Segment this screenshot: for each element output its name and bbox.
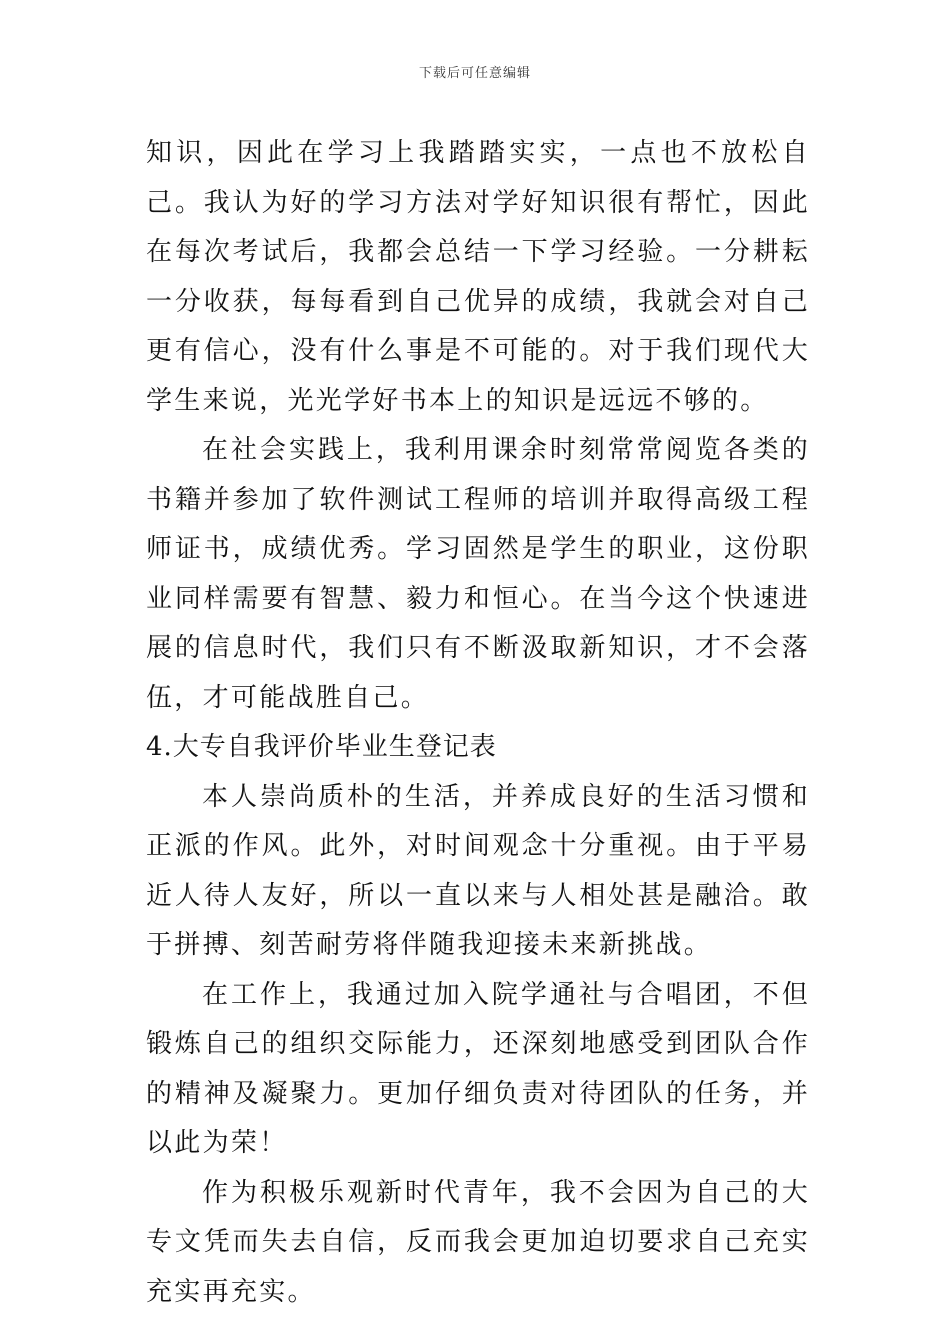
page-header: 下载后可任意编辑 [418, 66, 531, 81]
section-heading: 4.大专自我评价毕业生登记表 [146, 732, 497, 762]
paragraph-confidence: 作为积极乐观新时代青年，我不会因为自己的大专文凭而失去自信，反而我会更加迫切要求自己充实充实再充实。 [146, 1177, 810, 1307]
paragraph-work: 在工作上，我通过加入院学通社与合唱团，不但锻炼自己的组织交际能力，还深刻地感受到团队合作的精神及凝聚力。更加仔细负责对待团队的任务，并以此为荣！ [146, 979, 810, 1158]
paragraph-continued: 知识，因此在学习上我踏踏实实，一点也不放松自己。我认为好的学习方法对学好知识很有帮忙，因此在每次考试后，我都会总结一下学习经验。一分耕耘一分收获，每每看到自己优异的成绩，我就会对自己更有信心，没有什么事是不可能的。对于我们现代大学生来说，光光学好书本上的知识是远远不够的。 [146, 138, 810, 416]
paragraph-personality: 本人崇尚质朴的生活，并养成良好的生活习惯和正派的作风。此外，对时间观念十分重视。由于平易近人待人友好，所以一直以来与人相处甚是融洽。敢于拼搏、刻苦耐劳将伴随我迎接未来新挑战。 [146, 781, 810, 960]
document-body [146, 129, 810, 1317]
paragraph-social-practice: 在社会实践上，我利用课余时刻常常阅览各类的书籍并参加了软件测试工程师的培训并取得高级工程师证书，成绩优秀。学习固然是学生的职业，这份职业同样需要有智慧、毅力和恒心。在当今这个快速进展的信息时代，我们只有不断汲取新知识，才不会落伍，才可能战胜自己。 [146, 435, 810, 713]
